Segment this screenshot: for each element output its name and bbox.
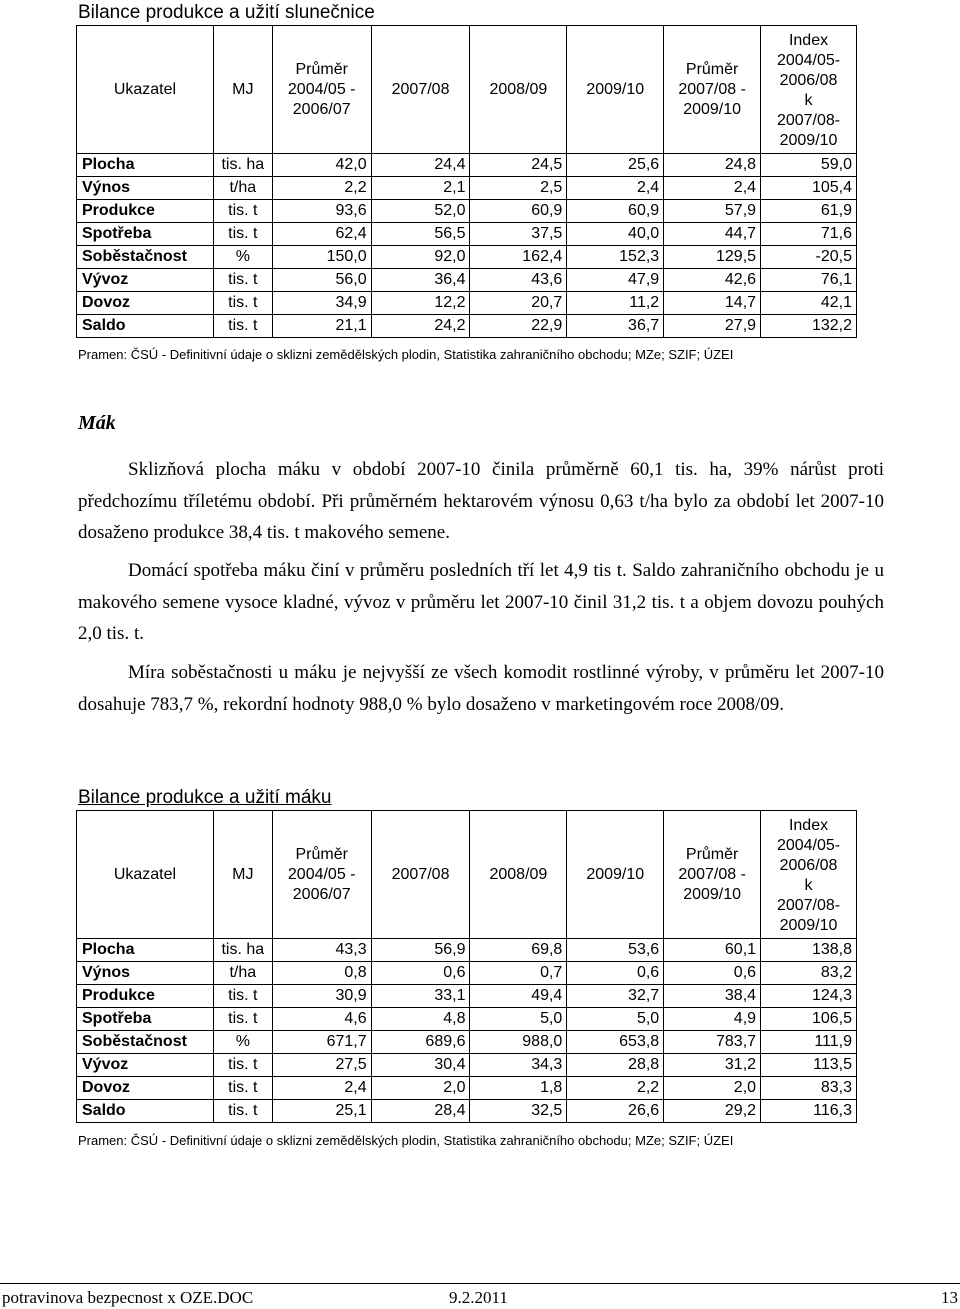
row-label: Saldo: [77, 315, 214, 338]
value-cell: 42,6: [664, 269, 761, 292]
table1-header-cell: 2007/08: [371, 26, 470, 154]
table1-header-cell: Průměr 2007/08 - 2009/10: [664, 26, 761, 154]
table1-header-cell: Index 2004/05- 2006/08 k 2007/08- 2009/10: [761, 26, 857, 154]
footer-rule: [0, 1283, 960, 1284]
value-cell: 57,9: [664, 200, 761, 223]
value-cell: 111,9: [761, 1031, 857, 1054]
paragraph-3: [78, 657, 884, 720]
footer-filename: potravinova bezpecnost x OZE.DOC: [2, 1288, 254, 1307]
value-cell: 0,6: [567, 962, 664, 985]
value-cell: 0,6: [664, 962, 761, 985]
value-cell: 4,6: [272, 1008, 371, 1031]
value-cell: 116,3: [761, 1100, 857, 1123]
value-cell: 0,7: [470, 962, 567, 985]
value-cell: 25,6: [567, 154, 664, 177]
value-cell: 2,4: [664, 177, 761, 200]
table1-source: Pramen: ČSÚ - Definitivní údaje o sklizni zemědělských plodin, Statistika zahraničního obchodu; MZe; SZIF; ÚZEI: [78, 347, 734, 362]
value-cell: 52,0: [371, 200, 470, 223]
value-cell: 2,4: [567, 177, 664, 200]
value-cell: 27,5: [272, 1054, 371, 1077]
table1: [76, 25, 857, 338]
value-cell: 0,8: [272, 962, 371, 985]
value-cell: 56,9: [371, 939, 470, 962]
value-cell: 2,2: [272, 177, 371, 200]
value-cell: 43,3: [272, 939, 371, 962]
unit-cell: tis. t: [213, 1054, 272, 1077]
footer-date: 9.2.2011: [449, 1288, 508, 1307]
value-cell: 1,8: [470, 1077, 567, 1100]
table-row: [77, 223, 857, 246]
value-cell: 83,2: [761, 962, 857, 985]
value-cell: 2,2: [567, 1077, 664, 1100]
value-cell: 113,5: [761, 1054, 857, 1077]
table2-header-cell: MJ: [213, 811, 272, 939]
table-row: [77, 962, 857, 985]
table-row: [77, 315, 857, 338]
table-row: [77, 1077, 857, 1100]
value-cell: 37,5: [470, 223, 567, 246]
value-cell: 25,1: [272, 1100, 371, 1123]
value-cell: 21,1: [272, 315, 371, 338]
value-cell: 42,0: [272, 154, 371, 177]
value-cell: 4,9: [664, 1008, 761, 1031]
table2-header-row: [77, 811, 857, 939]
value-cell: 12,2: [371, 292, 470, 315]
value-cell: 24,2: [371, 315, 470, 338]
unit-cell: tis. t: [213, 269, 272, 292]
section-heading: Mák: [78, 412, 116, 434]
table2-header-cell: Průměr 2007/08 - 2009/10: [664, 811, 761, 939]
value-cell: 92,0: [371, 246, 470, 269]
value-cell: 31,2: [664, 1054, 761, 1077]
value-cell: 11,2: [567, 292, 664, 315]
value-cell: 129,5: [664, 246, 761, 269]
value-cell: 27,9: [664, 315, 761, 338]
row-label: Spotřeba: [77, 1008, 214, 1031]
row-label: Vývoz: [77, 1054, 214, 1077]
value-cell: 29,2: [664, 1100, 761, 1123]
value-cell: 42,1: [761, 292, 857, 315]
unit-cell: tis. ha: [213, 154, 272, 177]
row-label: Produkce: [77, 985, 214, 1008]
value-cell: 76,1: [761, 269, 857, 292]
value-cell: 30,9: [272, 985, 371, 1008]
value-cell: 71,6: [761, 223, 857, 246]
table1-header-cell: Ukazatel: [77, 26, 214, 154]
value-cell: 40,0: [567, 223, 664, 246]
value-cell: 32,7: [567, 985, 664, 1008]
unit-cell: tis. t: [213, 1100, 272, 1123]
table2-source: Pramen: ČSÚ - Definitivní údaje o sklizni zemědělských plodin, Statistika zahraničního obchodu; MZe; SZIF; ÚZEI: [78, 1133, 734, 1148]
row-label: Saldo: [77, 1100, 214, 1123]
paragraph-1: [78, 454, 884, 549]
table1-body: [77, 154, 857, 338]
table2-header-cell: 2008/09: [470, 811, 567, 939]
value-cell: 60,9: [567, 200, 664, 223]
value-cell: 34,3: [470, 1054, 567, 1077]
value-cell: 106,5: [761, 1008, 857, 1031]
table-row: [77, 985, 857, 1008]
unit-cell: tis. t: [213, 1077, 272, 1100]
unit-cell: %: [213, 246, 272, 269]
value-cell: 105,4: [761, 177, 857, 200]
table-row: [77, 154, 857, 177]
table2: [76, 810, 857, 1123]
table2-header-cell: 2007/08: [371, 811, 470, 939]
row-label: Výnos: [77, 962, 214, 985]
value-cell: 22,9: [470, 315, 567, 338]
value-cell: 5,0: [567, 1008, 664, 1031]
table-row: [77, 939, 857, 962]
value-cell: 2,4: [272, 1077, 371, 1100]
table-row: [77, 269, 857, 292]
value-cell: 653,8: [567, 1031, 664, 1054]
paragraph-3-text: Míra soběstačnosti u máku je nejvyšší ze všech komodit rostlinné výroby, v průměru let 2007-10 dosahuje 783,7 %, rekordní hodnoty 988,0 % bylo dosaženo v marketingovém roce 2008/09.: [78, 662, 884, 715]
row-label: Spotřeba: [77, 223, 214, 246]
value-cell: 2,5: [470, 177, 567, 200]
value-cell: 26,6: [567, 1100, 664, 1123]
unit-cell: tis. t: [213, 985, 272, 1008]
value-cell: 14,7: [664, 292, 761, 315]
value-cell: 24,5: [470, 154, 567, 177]
table2-body: [77, 939, 857, 1123]
value-cell: 671,7: [272, 1031, 371, 1054]
table2-title: Bilance produkce a užití máku: [78, 787, 332, 808]
value-cell: 24,8: [664, 154, 761, 177]
footer-page-number: 13: [941, 1288, 958, 1307]
paragraph-1-text: Sklizňová plocha máku v období 2007-10 činila průměrně 60,1 tis. ha, 39% nárůst proti předchozímu tříletému období. Při průměrném hektarovém výnosu 0,63 t/ha bylo za období let 2007-10 dosaženo produkce 38,4 tis. t makového semene.: [78, 459, 884, 543]
table1-header-cell: 2009/10: [567, 26, 664, 154]
value-cell: 93,6: [272, 200, 371, 223]
table-row: [77, 1008, 857, 1031]
table2-header-cell: 2009/10: [567, 811, 664, 939]
value-cell: 56,5: [371, 223, 470, 246]
table-row: [77, 200, 857, 223]
value-cell: 49,4: [470, 985, 567, 1008]
table1-header-row: [77, 26, 857, 154]
row-label: Produkce: [77, 200, 214, 223]
unit-cell: tis. ha: [213, 939, 272, 962]
row-label: Dovoz: [77, 292, 214, 315]
value-cell: 30,4: [371, 1054, 470, 1077]
value-cell: 83,3: [761, 1077, 857, 1100]
unit-cell: t/ha: [213, 962, 272, 985]
row-label: Dovoz: [77, 1077, 214, 1100]
value-cell: 20,7: [470, 292, 567, 315]
unit-cell: tis. t: [213, 200, 272, 223]
value-cell: 53,6: [567, 939, 664, 962]
table-row: [77, 246, 857, 269]
table-row: [77, 1100, 857, 1123]
value-cell: 988,0: [470, 1031, 567, 1054]
value-cell: 2,1: [371, 177, 470, 200]
value-cell: 60,9: [470, 200, 567, 223]
value-cell: 162,4: [470, 246, 567, 269]
value-cell: 24,4: [371, 154, 470, 177]
unit-cell: t/ha: [213, 177, 272, 200]
value-cell: 34,9: [272, 292, 371, 315]
row-label: Plocha: [77, 939, 214, 962]
row-label: Výnos: [77, 177, 214, 200]
value-cell: 61,9: [761, 200, 857, 223]
unit-cell: %: [213, 1031, 272, 1054]
table2-header-cell: Průměr 2004/05 - 2006/07: [272, 811, 371, 939]
value-cell: 0,6: [371, 962, 470, 985]
value-cell: 33,1: [371, 985, 470, 1008]
value-cell: 783,7: [664, 1031, 761, 1054]
value-cell: 44,7: [664, 223, 761, 246]
value-cell: 4,8: [371, 1008, 470, 1031]
paragraph-2-text: Domácí spotřeba máku činí v průměru posledních tří let 4,9 tis t. Saldo zahraničního obchodu je u makového semene vysoce kladné, vývoz v průměru let 2007-10 činil 31,2 tis. t a objem dovozu pouhých 2,0 tis. t.: [78, 560, 884, 644]
table1-header-cell: Průměr 2004/05 - 2006/07: [272, 26, 371, 154]
row-label: Vývoz: [77, 269, 214, 292]
unit-cell: tis. t: [213, 315, 272, 338]
table-row: [77, 292, 857, 315]
value-cell: 59,0: [761, 154, 857, 177]
value-cell: 150,0: [272, 246, 371, 269]
row-label: Soběstačnost: [77, 1031, 214, 1054]
value-cell: -20,5: [761, 246, 857, 269]
table2-header-cell: Index 2004/05- 2006/08 k 2007/08- 2009/10: [761, 811, 857, 939]
table-row: [77, 1031, 857, 1054]
value-cell: 36,7: [567, 315, 664, 338]
unit-cell: tis. t: [213, 223, 272, 246]
value-cell: 689,6: [371, 1031, 470, 1054]
value-cell: 152,3: [567, 246, 664, 269]
table1-title: Bilance produkce a užití slunečnice: [78, 2, 375, 23]
value-cell: 2,0: [371, 1077, 470, 1100]
unit-cell: tis. t: [213, 1008, 272, 1031]
value-cell: 47,9: [567, 269, 664, 292]
table1-header-cell: MJ: [213, 26, 272, 154]
value-cell: 36,4: [371, 269, 470, 292]
row-label: Plocha: [77, 154, 214, 177]
value-cell: 5,0: [470, 1008, 567, 1031]
table-row: [77, 177, 857, 200]
unit-cell: tis. t: [213, 292, 272, 315]
value-cell: 69,8: [470, 939, 567, 962]
value-cell: 28,8: [567, 1054, 664, 1077]
value-cell: 56,0: [272, 269, 371, 292]
value-cell: 32,5: [470, 1100, 567, 1123]
value-cell: 62,4: [272, 223, 371, 246]
value-cell: 124,3: [761, 985, 857, 1008]
table1-header-cell: 2008/09: [470, 26, 567, 154]
paragraph-2: [78, 555, 884, 650]
value-cell: 28,4: [371, 1100, 470, 1123]
table-row: [77, 1054, 857, 1077]
value-cell: 43,6: [470, 269, 567, 292]
value-cell: 138,8: [761, 939, 857, 962]
table2-header-cell: Ukazatel: [77, 811, 214, 939]
value-cell: 60,1: [664, 939, 761, 962]
value-cell: 38,4: [664, 985, 761, 1008]
value-cell: 2,0: [664, 1077, 761, 1100]
row-label: Soběstačnost: [77, 246, 214, 269]
value-cell: 132,2: [761, 315, 857, 338]
